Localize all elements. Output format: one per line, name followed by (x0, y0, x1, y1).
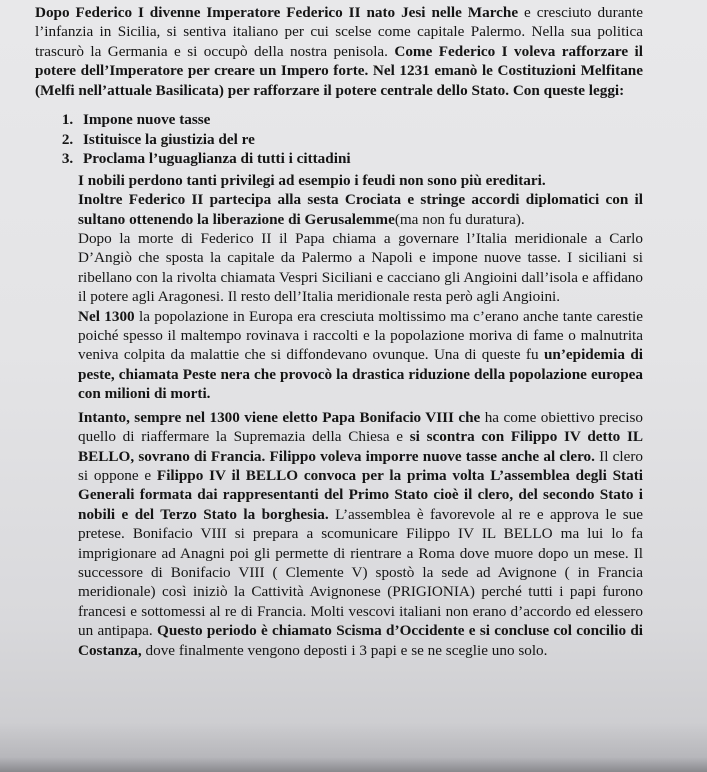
intro-bold-1: Dopo Federico I divenne Imperatore Federico II nato Jesi nelle Marche (35, 4, 519, 21)
paper-shadow (0, 722, 707, 772)
boniface-text-2: Il clero si oppone e (78, 447, 643, 484)
crusade-paragraph (78, 190, 643, 229)
list-item: 1. Impone nuove tasse (77, 110, 643, 130)
crusade-note: (ma non fu duratura). (394, 210, 525, 228)
intro-text: e cresciuto durante l’infanzia in Sicilia, si sentiva italiano per cui scelse come capitale Palermo. Nella sua politica trascurò la Germania e si occupò della nostra penisola. (35, 4, 643, 60)
crusade-bold: Inoltre Federico II partecipa alla sesta Crociata e stringe accordi diplomatici con il sultano ottenendo la liberazione di Gerusalemme (78, 191, 643, 228)
document-text (35, 3, 643, 660)
nobles-paragraph (78, 171, 643, 190)
boniface-text-3: L’assemblea è favorevole al re e approva le sue pretese. Bonifacio VIII si prepara a scomunicare Filippo IV IL BELLO ma lui lo fa imprigionare ad Anagni poi gli permette di rientrare a Roma dove muore dopo un mese. Il successore di Bonifacio VIII ( Clemente V) spostò la sede ad Avignone ( in Francia meridionale) così iniziò la Cattività Avignonese (PRIGIONIA) perché tutti i papi furono francesi e sottomessi al re di Francia. Molti vescovi italiani non erano d’accordo ed elessero un antipapa. (78, 505, 643, 640)
angio-text: Dopo la morte di Federico II il Papa chiama a governare l’Italia meridionale a Carlo D’Angiò che sposta la capitale da Palermo a Napoli e impone nuove tasse. I siciliani si ribellano con la rivolta chiamata Vespri Siciliani e cacciano gli Angioini dall’isola e affidano il potere agli Aragonesi. Il resto dell’Italia meridionale resta però agli Angioini. (78, 230, 643, 306)
plague-year: Nel 1300 (78, 307, 135, 325)
indented-section (78, 171, 643, 660)
list-item: 3. Proclama l’uguaglianza di tutti i cittadini (77, 149, 643, 169)
boniface-bold-2: si scontra con Filippo IV detto IL BELLO, sovrano di Francia. Filippo voleva imporre nuove tasse anche al clero. (78, 428, 643, 465)
laws-list (35, 110, 643, 169)
intro-paragraph (35, 3, 643, 100)
boniface-bold-3: Filippo IV il BELLO convoca per la prima volta L’assemblea degli Stati Generali formata dai rappresentanti del Primo Stato cioè il clero, del secondo Stato i nobili e del Terzo Stato la borghesia. (78, 466, 643, 523)
plague-paragraph (78, 307, 643, 404)
plague-text: la popolazione in Europa era cresciuta moltissimo ma c’erano anche tante carestie poiché spesso il maltempo rovinava i raccolti e la popolazione moriva di fame o malnutrita veniva colpita da malattie che si diffondevano ovunque. Una di queste fu (78, 307, 644, 364)
boniface-bold-1: Intanto, sempre nel 1300 viene eletto Papa Bonifacio VIII che (78, 408, 481, 426)
boniface-text-1: ha come obiettivo preciso quello di riaffermare la Supremazia della Chiesa e (78, 408, 644, 446)
list-item: 2. Istituisce la giustizia del re (77, 130, 643, 150)
boniface-bold-4: Questo periodo è chiamato Scisma d’Occidente e si concluse col concilio di Costanza, (78, 622, 643, 659)
nobles-text: I nobili perdono tanti privilegi ad esempio i feudi non sono più ereditari. (78, 171, 546, 189)
intro-bold-2: Come Federico I voleva rafforzare il potere dell’Imperatore per creare un Impero forte. Nel 1231 emanò le Costituzioni Melfitane (Melfi nell’attuale Basilicata) per rafforzare il potere centrale dello Stato. Con queste leggi: (35, 42, 643, 99)
boniface-paragraph (78, 408, 643, 660)
plague-bold: un’epidemia di peste, chiamata Peste nera che provocò la drastica riduzione della popolazione europea con milioni di morti. (78, 346, 643, 403)
angio-paragraph (78, 229, 643, 307)
boniface-text-4: dove finalmente vengono deposti i 3 papi e se ne sceglie uno solo. (141, 641, 548, 659)
